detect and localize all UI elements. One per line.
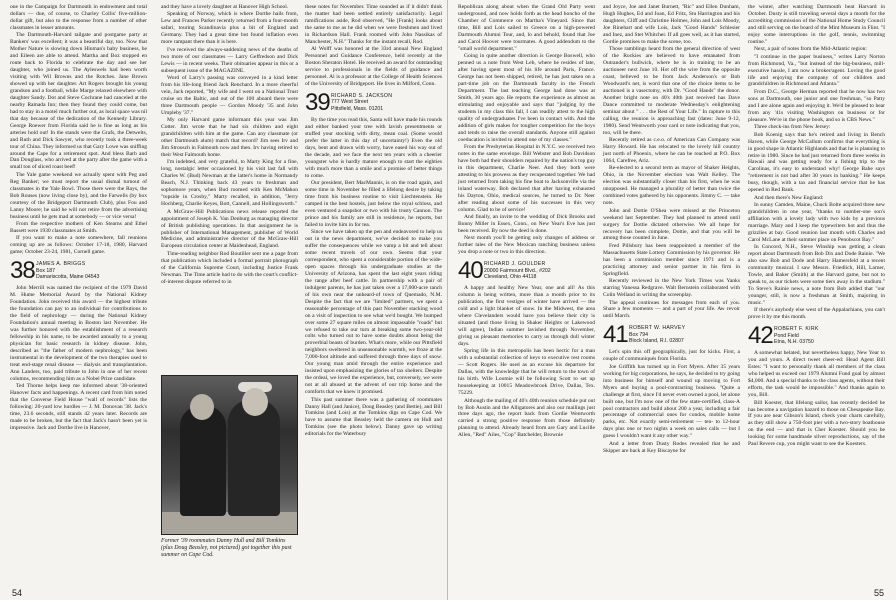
- address-line: Pittsfield, Mass. 01201: [331, 105, 384, 112]
- paragraph: From the respective mothers of Ken Stearns and Ethel Bassett were 1930 classmates at Smith.: [10, 221, 147, 234]
- paragraph: A happy and healthy New Year, one and all! As this column is being written, more than a month prior to its publication, the first vestiges of winter have arrived — the cold and a light blanket of snow. In the Midwest, the area where Clevelanders would have you believe their city is situated (and those living in Shaker Heights or Lakewood will agree), Indian summer lavished through November, giving us pleasant memories to carry us through dull winter days.: [458, 285, 595, 347]
- paragraph: Fred Pillsbury has been reappointed a member of the Massachusetts State Lottery Commission by his governor. He has been a commission member since 1971 and is a practicing attorney and senior partner in his firm in Springfield.: [603, 242, 740, 277]
- paragraph: Word of Larry's passing was conveyed in a kind letter from his life-long friend Jack Renchard. In a more cheerful vein, Jack reported, "My wife and I went on a National Trust cruise on the Baltic, and out of the 100 aboard there were three Dartmouth people — Gordon Moody '35 and John Umpleby '37.": [161, 75, 298, 116]
- paragraph: This past summer there was a gathering of roommates Danny Hall (and Janice), Doug Beasley (and Bettie), and Bill Tomkins (and Lois) at the Tomkins digs on Cape Cod. We have to assume that Beasley held the camera on Hull and Tomkins (see the photo below). Danny gave up writing editorials for the Waterbury: [305, 396, 442, 438]
- class-secretary-address: [629, 324, 685, 344]
- paragraph: My only Harvard game informant this year was Jim Cotter. Jim wrote that he had six children and eight grandchildren with him at the game. Can any classmate (or other Dartmouth alum) match that record? Jim sees Irv and Jim Stroosch in Falmouth now and then. Irv having retired to their West Falmouth home.: [161, 117, 298, 159]
- class-header-41: [603, 321, 740, 349]
- paragraph: Next month you'll be getting only changes of address or further tales of the New Mexican ranching business unless you drop a note or two in this direction.: [458, 235, 595, 256]
- paragraph: In Concord, N.H., Steve Winship was getting a clean report about Dartmouth from Bob Dix and Dode Rainie. "We also saw Bob and Dode and Harry Hamersfeld at a recent community musical. I saw Messrs. Friedlich, Hill, Larner, Towle, and Baker (Smith) at the Harvard game, but not to speak to, as our tickets were some tiers away in the stadium." To Steve's Rainie news, a note from Bob added that "our younger, still, is now a freshman at Smith, majoring in music.": [748, 244, 885, 307]
- paragraph: John Merrill was named the recipient of the 1979 David M. Hume Memorial Award by the National Kidney Foundation. John received this award — the highest tribute the foundation can pay to an individual for contributions to the field of nephrology — during the National Kidney Foundation's annual meeting in Boston last November. He was further honored with the establishment of a research fellowship in his name, to be awarded annually to a young physician for basic research in kidney disease. John, described as "the father of modern nephrology," has been instrumental in the development of the two therapies used to treat end-stage renal disease — dialysis and transplantation. Ann Landers, too, paid tribute to John in one of her recent columns, recommending him as a Nobel Prize candidate.: [10, 285, 147, 382]
- class-year: 41: [603, 321, 628, 349]
- paragraph: Let's spin this off geographically, just for kicks. First, a couple of communiqués from Florida.: [603, 349, 740, 363]
- class-year: 42: [748, 322, 773, 350]
- paragraph: "I continue in the paper business," writes Larry Norton from Richmond, Va., "but instead of the big-business, mill-executive hassle, I am now a broker/agent. Loving the good life and enjoying the company of our children and grandchildren in Richmond and Atlanta.": [748, 53, 885, 88]
- photo-caption: Former '39 roommates Danny Hull and Bill Tomkins (plus Doug Beasley, not pictured) got together this past summer on Cape Cod.: [161, 538, 292, 559]
- paragraph: Spring life in this metropolis has been hectic for a man with a substantial collection of keys to executive rest rooms — Scott Rogers. He used as an excuse his departure for Dallas, with the knowledge that he will return to the town of his birth. Wife Loomie will be following Scott to set up housekeeping at 10015 Meadowbrook Drive, Dallas, Tex. 75229.: [458, 348, 595, 397]
- paragraph: Recently reviewed in the New York Times was Yanks starring Vanessa Redgrave. Walt Bernstein collaborated with Colin Welland in writing the screenplay.: [603, 278, 740, 299]
- paragraph: Those ramblings heard from the general direction of west of the Rockies are believed to have emanated from Outrander's bullwick, where he is in training to be an auctioneer next June 10. Hot off the wire from the opposite coast, believed to be from Jack Anderson's or Bob Woodward's net, is word that one of the choice items to be auctioned is a vasectomy, with Dr. "Good Hands" the donor. Another bright note on 40's 40th just received has Dave Dance committed to moderate Wednesday's enlightening seminar about " . . . the Rest of Your Life." In rapture to this calling, the reunion is approaching fast (dates: June 9-12, 1980). Send Wentworth your card or note indicating that you, too, will be there.: [603, 46, 740, 136]
- paragraph: Ted Thorne helps keep me informed about '38-oriented Hanover facts and happenings. A recent card from him noted that the Converse Field House "wall of records" lists the following: 20-yard low hurdles — J. M. Donovan '38. Jack's time, 23.6 seconds, still stands 42 years later. Records are made to be broken, but the fact that Jack's hasn't been yet is impressive. Jack and Dorthe live in Hanover,: [10, 383, 147, 431]
- address-line: Pond Field: [774, 332, 799, 339]
- class-secretary-address: [36, 260, 99, 280]
- paragraph: I've received the always-saddening news of the deaths of two more of our classmates — Larry Geffredson and Dick Lewis — in recent weeks. Their obituaries appear in this or a subsequent issue of the MAGAZINE.: [161, 46, 298, 74]
- paragraph: the winter, after watching Dartmouth beat Harvard in October. Dusty is still traveling several days a month for the accrediting commission of the National Home Study Council and still serving on the board of the Mint Museum in Flint. "I enjoy some interruptions in the golf, tennis, swimming routine.": [748, 4, 885, 45]
- address-line: Box 794: [629, 331, 649, 338]
- address-line: 777 West Street: [331, 99, 369, 106]
- paragraph: Recently retired as c.e.o. of American Can Company was Harry Howard. He has relocated to the lovely hill country just north of Phoenix, where he can be reached at P.O. Box 1064, Carefree, Ariz.: [603, 137, 740, 164]
- paragraph: Next, a pair of notes from the Mid-Atlantic region:: [754, 46, 867, 53]
- address-line: Block Island, R.I. 02807: [629, 338, 684, 345]
- paragraph: Time-reading neighbor Rod Boutiller sent me a page from that publication which included a formal portrait photograph of the California Supreme Court, including Justice Frank Newman. The Time article had to do with the court's conflict-of-interest dispute referred to in: [161, 250, 298, 285]
- page-number: 54: [12, 588, 23, 598]
- class-secretary-address: [774, 325, 819, 345]
- paragraph: Although the mailing of 40's 40th reunion schedule put out by Bob Austin and the Alligatores and also our mailings just three days ago, the report back from Gordie Wentworth carried a strong positive response from those definitely planning to attend. Already heard from are Gary and Lucille Allen, "Red" Ailes, "Cop" Batchelder, Brownie: [458, 397, 595, 439]
- paragraph: In sunny Camden, Maine, Chuck Bolte acquired three new grandchildren in one year, "thanks to number-one son's affiliation with a lovely lady with two kids by a previous marriage. Mary and I keep the typewriters hot and thus the grizzlies at bay. Good reunion last month with Charles and Carol McLane at their summer place on Penobscot Bay.": [748, 202, 885, 243]
- secretary-name: ROBERT W. HARVEY: [629, 325, 686, 332]
- figure-left: [180, 406, 226, 516]
- paragraph: Joe Griffith has turned up in Fort Myers. After 35 years working for big corporations, he says, he decided to try going into business for himself and wound up moving to Fort Myers and buying a pool-contracting business. "Quite a challenge at first, since I'd never even owned a pool, let alone built one, but I'm now one of the few state-certified, class-A pool contractors and build about 200 a year, including a fair percentage of commercial ones for condos, mobile home parks, etc. Not exactly semi-retirement — ten- to 12-hour days plus one or two nights a week on sales calls — but I guess I wouldn't want it any other way.": [603, 363, 740, 440]
- paragraph: and Joyce, Joe and Janet Burnett, "Ric" and Ellen Dunham, Hugh Hughes, Ed and Joan, Ed Fritz, Stu Harrington and his daughters, Cliff and Christine Holmes, John and Lois Moody, Joe Rinehart and wife Lois, Jack "Good Hands" Schlesier and Inez, and Stet Whitcher. If all goes well, as it has started, Gordie promises to make the scene, too.: [603, 4, 740, 45]
- class-year: 38: [10, 257, 35, 285]
- paragraph: and they have a lovely daughter at Hanover High School.: [161, 4, 289, 10]
- paragraph: And a letter from Dusty Rodes revealed that he and Skipper are back at Key Biscayne for: [603, 440, 740, 454]
- page-number: 55: [873, 588, 884, 598]
- paragraph: Going in quite another direction is George Boswell, who penned us a note from West Leb, where he resides of late, after having spent most of his life around Paris, France. George has not been shipped, retired, he has just taken on a part-time job on the Dartmouth faculty in the French Department. The last teaching George had done was at Smith, 30 years ago. He reports the experience as almost as stimulating and enjoyable and says that "judging by the students in my class this fall, I can readily attest to the high quality of undergraduates I've been in contact with. And the addition of girls makes for tougher competition for the boys and tends to raise the overall standards. Anyone still against coeducation is invited to attend one of my classes.": [458, 53, 595, 143]
- address-line: Box 187: [36, 267, 56, 274]
- paragraph: If you want to make a note somewhere, fall reunions coming up are as follows: October 17-18, 1980, Harvard game; October 23-24, 1981, Cornell game.: [10, 235, 147, 256]
- figure-right: [228, 400, 280, 516]
- paragraph: these notes for November. Time sounded as if it didn't think the matter had been settled entirely satisfactorily. Legal ramifications aside, Rod observed, "He [Frank] looks about the same to me as he did when we were freshmen and lived in Richardson Hall. Frank roomed with John Nassikas of Manchester, N.H." Thanks for the instant recall, Rod.: [305, 4, 442, 45]
- address-line: 20000 Fairmount Blvd., #202: [484, 267, 551, 274]
- paragraph: The Yale game weekend we actually spent with Peg and Reg Banker; we must report the usual dismal turnout of classmates in the Yale Bowl. Those there were the Rays, the Bob Rouses (now living close by), and the Farwells (by box courtesy of the Bridgeport Dartmouth Club), plus Fou and Lanny Moore; he said he will not retire from the advertising business until he gets mad at somebody — or vice versa!: [10, 171, 147, 220]
- paragraph: Al Wolff was honored at the 33rd annual New England Personnel and Guidance Conference, held recently at the Boston Sheraton Hotel. He received an award for outstanding service to professionals in the fields of guidance and personnel. Al is a professor at the College of Health Sciences of the University of Bridgeport. He lives in Milford, Conn.: [305, 46, 442, 87]
- paragraph: The Dartmouth-Harvard tailgate and postgame party at Bankers' was excellent; it was a beautiful day, too. Now that Mother Nature is slowing down Hinman's baby business, he and Eileen are able to attend. Martha and Boz stopped en route back to Florida to celebrate the day and see her daughter, who joined us. The Ayleswels had been worth visiting with Wil Browns and the Rotches. Jane Brown showed up with her daughter. Art Rogers brought his young grandson and a football, while Marge relaxed elsewhere with daughter Sandy. Dot and Steve Cochrane had canceled at the nearby Ramada Inn; then they found they could come, but had to stay in a motel much further out, as local space was nil that day because of the dedication of the Kennedy Library. George Roewer from Florida said he is fine as long as his arteries hold out! In the stands were the Grafs, the Detwelts, and Ruth and Dick Sawyer, who recently took a three-week tour of China. They informed us that Gary Lowe was sniffing around the Cape for a retirement spot. And bless Barb and Dan Douglass, who arrived at the party after the game with a small ton of sliced roast beef!: [10, 32, 147, 171]
- class-header-42: [748, 322, 885, 350]
- paragraph: one in the Campaign for Dartmouth in endowment and total dollars — due, of course, to Charley Collis' five-million-dollar gift, but also to the response from a number of other classmates in lesser amounts.: [10, 4, 147, 31]
- paragraph: A somewhat belated, but nevertheless happy, New Year to you and yours. A direct tweet cheer-ed: Head Agent Bill Estes: "I want to personally thank all members of the class who helped us exceed our 1979 Alumni Fund goal by almost $4,000. And a special thanks to the class agents, without their efforts, the task would be impossible." And thanks again to you, Bill.: [748, 350, 885, 399]
- paragraph: Re-elected to a second term as mayor of Shaker Heights, Ohio, in the November election was Walt Kelley. The election was substantially closer than his first, when he was unopposed. He managed a plurality of better than twice the combined votes gathered by his opponents. Jimmy C. — take note.: [603, 165, 740, 207]
- right-column-1: [458, 4, 595, 440]
- address-line: Etna, N.H. 03750: [774, 339, 814, 346]
- roommates-photo: [161, 375, 298, 535]
- left-column-2: [161, 4, 298, 286]
- secretary-name: RICHARD J. GOULDER: [484, 261, 546, 268]
- class-year: 40: [458, 257, 483, 285]
- paragraph: A McGraw-Hill Publications news release reported the appointment of Joseph K. Van Denburg as managing director of British publishing operations. In that assignment he is publisher of International Management, publisher of World Medicine, and administrative director of the McGraw-Hill European circulation center at Maidenhead, England.: [161, 208, 298, 250]
- paragraph: By the time you read this, Santa will have made his rounds and either banked your tree with lavish presentments or stuffed your stocking with dirty, mean coal. (Some would prefer the latter in this day of uncertainty!) Even the old days, bent and drawn with worry, have eased his way out of the decade, and we face the next ten years with a cheerier youngster who is hardly mature enough to start the eighties with much more than a smile and a promise of better things to come.: [305, 116, 442, 179]
- secretary-name: JAMES A. BRIGGS: [36, 261, 86, 268]
- class-secretary-address: [331, 92, 392, 112]
- paragraph: And finally, an invite to the wedding of Dick Brooks and Bunny Miller in Essex, Conn., on New Year's Eve has just been received. By now the deed is done.: [458, 214, 595, 234]
- class-header-39: [305, 88, 442, 116]
- paragraph: If there's anybody else west of the Appalachians, you can't prove it by me this month.: [748, 307, 885, 321]
- right-column-2: [603, 4, 740, 455]
- paragraph: Bob Koenig says that he's retired and living in Bench Haven, while George McCallum confirms that everything is in good shape in Atlantic Highlands and that he is planning to retire in 1980. Since he had just returned from three weeks in Hawaii and was getting ready for a fishing trip to the Carolinas, it's easy to understand why! George Bahe says "retirement is not bad after 30 years in banking." He keeps busy, though, with a tax and financial service that he has opened in Red Bank.: [748, 131, 885, 194]
- paragraph: Since we have taken up the pen and endeavored to help us out in the news department, we've decided to make you suffer the consequences while we vamp a bit and tell about some recent travels of our own. Seems that your correspondent, who spent a considerable portion of the wide-open spaces through his undergraduate studies at the University of Arizona, has spent the last eight years riding the range after beef cattle. In partnership with a pair of indulgent parents, he has just taken over a 17,000-acre ranch of his own near the unheard-of town of Quemado, N.M. Despite the fact that we are "limited" partners, we spent a reasonable percentage of this past November stacking wood on a visit of inspection to see what we'd bought. We bumped over some 27 square miles on almost impassable "roads" but we refused to take our turn at breaking some two-year-old colts who turned out to have some doubts about being the proverbial beasts of burden. What's more, while our Pittsfield neighbors sweltered in unseasonable warmth, we froze at the 7,000-foot altitude and suffered through three days of snow. Our young man amid through the entire experience and insisted upon emphasizing the glories of tax shelters. Despite the ordeal, we loved the experience, but, conversely, we were not at all abused at the advent of our trip home and the comforts that we knew it promised.: [305, 229, 442, 396]
- address-line: Cleveland, Ohio 44118: [484, 274, 537, 281]
- paragraph: Our president, Bert MacMannis, is on the road again, and some time in November he filled a lifelong desire by taking time from his business routine to visit Liechtenstein. He camped in the best hostels, just below the royal schloss, and even ventured a snapshot or two with his trusty Cannon. The prince and his family are still in residence, he reports, but failed to invite him in for tea.: [305, 180, 442, 228]
- address-line: Damariscotta, Maine 04543: [36, 274, 100, 281]
- paragraph: I'm indebted, and very grateful, to Marty King for a fine, long, nostalgic letter occasioned by his visit last fall with Charles W. (Bud) Newman at the latter's home in Normandy Beach, N.J. Thinking back 43 years to freshman and sophomore years, when Bud roomed with Ken McMahon "topside in Crosby," Marty recalled, in addition, "Jerry Hochberg, Charlie Keyes, Bott, Cannell, and Hollingsworth.": [161, 159, 298, 208]
- right-page: [448, 0, 896, 600]
- class-header-40: [458, 257, 595, 285]
- paragraph: From the Presbyterian Hospital in N.Y.C. we received two notes in the same envelope. Bill Webster and Bob Davidson have both had their shoulders repaired by the nation's top guy in this department, Charlie Neer. And they both were attesting to his prowess as they recuperated together. We had just returned from taking his fine boat to Jacksonville via the inland waterway. Bob declared that after having exhausted his Dayton, Ohio, medical sources, he turned to Dr. Neer after reading about some of his successes in this very column. Glad to be of service!: [458, 144, 595, 213]
- secretary-name: RICHARD S. JACKSON: [331, 92, 393, 99]
- paragraph: Speaking of Norway, which is where Dorthe hails from, Lew and Frances Parker recently returned from a four-month safari, touring Scandinavia plus a bit of England and Germany. They had a great time but found inflation even more rampant there than it is here.: [161, 11, 298, 46]
- class-year: 39: [305, 88, 330, 116]
- paragraph: From D.C., George Herman reported that he now has two sons at Dartmouth, one junior and one freshman, "so Patty and I are alone again and enjoying it. We'd be pleased to hear from any '41s visiting Washington on business or for pleasure. We're in the phone book, and so is CBS News.": [748, 88, 885, 123]
- paragraph: The appeal continues for messages from each of you. Share a few moments — and a part of your life. Aw revoir until March.: [603, 299, 740, 320]
- secretary-name: ROBERT F. KIRK: [774, 326, 819, 333]
- paragraph: John and Dottie O'Shea were missed at the Princeton weekend last September. They had planned to attend until surgery for Dottie dictated otherwise. We all hope for recovery has been complete, Dottie, and that you will be among those counted in June.: [603, 207, 740, 242]
- paragraph: Bill Koester, that lifelong sailor, has recently decided he has become a navigation hazard to those on Chesapeake Bay. If you are near Gibson's Island, check your charts carefully, as they still show a 750-foot pier with a two-story boathouse on the end — and that is Cher Koester. Should you be looking for some handmade silver reproductions, say of the Paul Revere cup, you might want to see the Koesters.: [748, 399, 885, 448]
- class-header-38: [10, 257, 147, 285]
- left-column-3: [305, 4, 442, 439]
- class-secretary-address: [484, 260, 551, 280]
- left-column-1: [10, 4, 147, 432]
- right-column-3: [748, 4, 885, 449]
- paragraph: Three check-ins from New Jersey:: [754, 124, 831, 131]
- paragraph: And then there's New England:: [754, 194, 824, 201]
- paragraph: Republican along about when the Grand Old Party went underground, and now holds forth as the head honcho of the Chamber of Commerce on Martha's Vineyard. Since that time, Bill and Lois sailed to Greece on a high-powered Dartmouth Alumni Tour, and, lo and behold, found that Joe and Carol Hoover were tourmates. A good addendum to the "small world department.": [458, 4, 595, 52]
